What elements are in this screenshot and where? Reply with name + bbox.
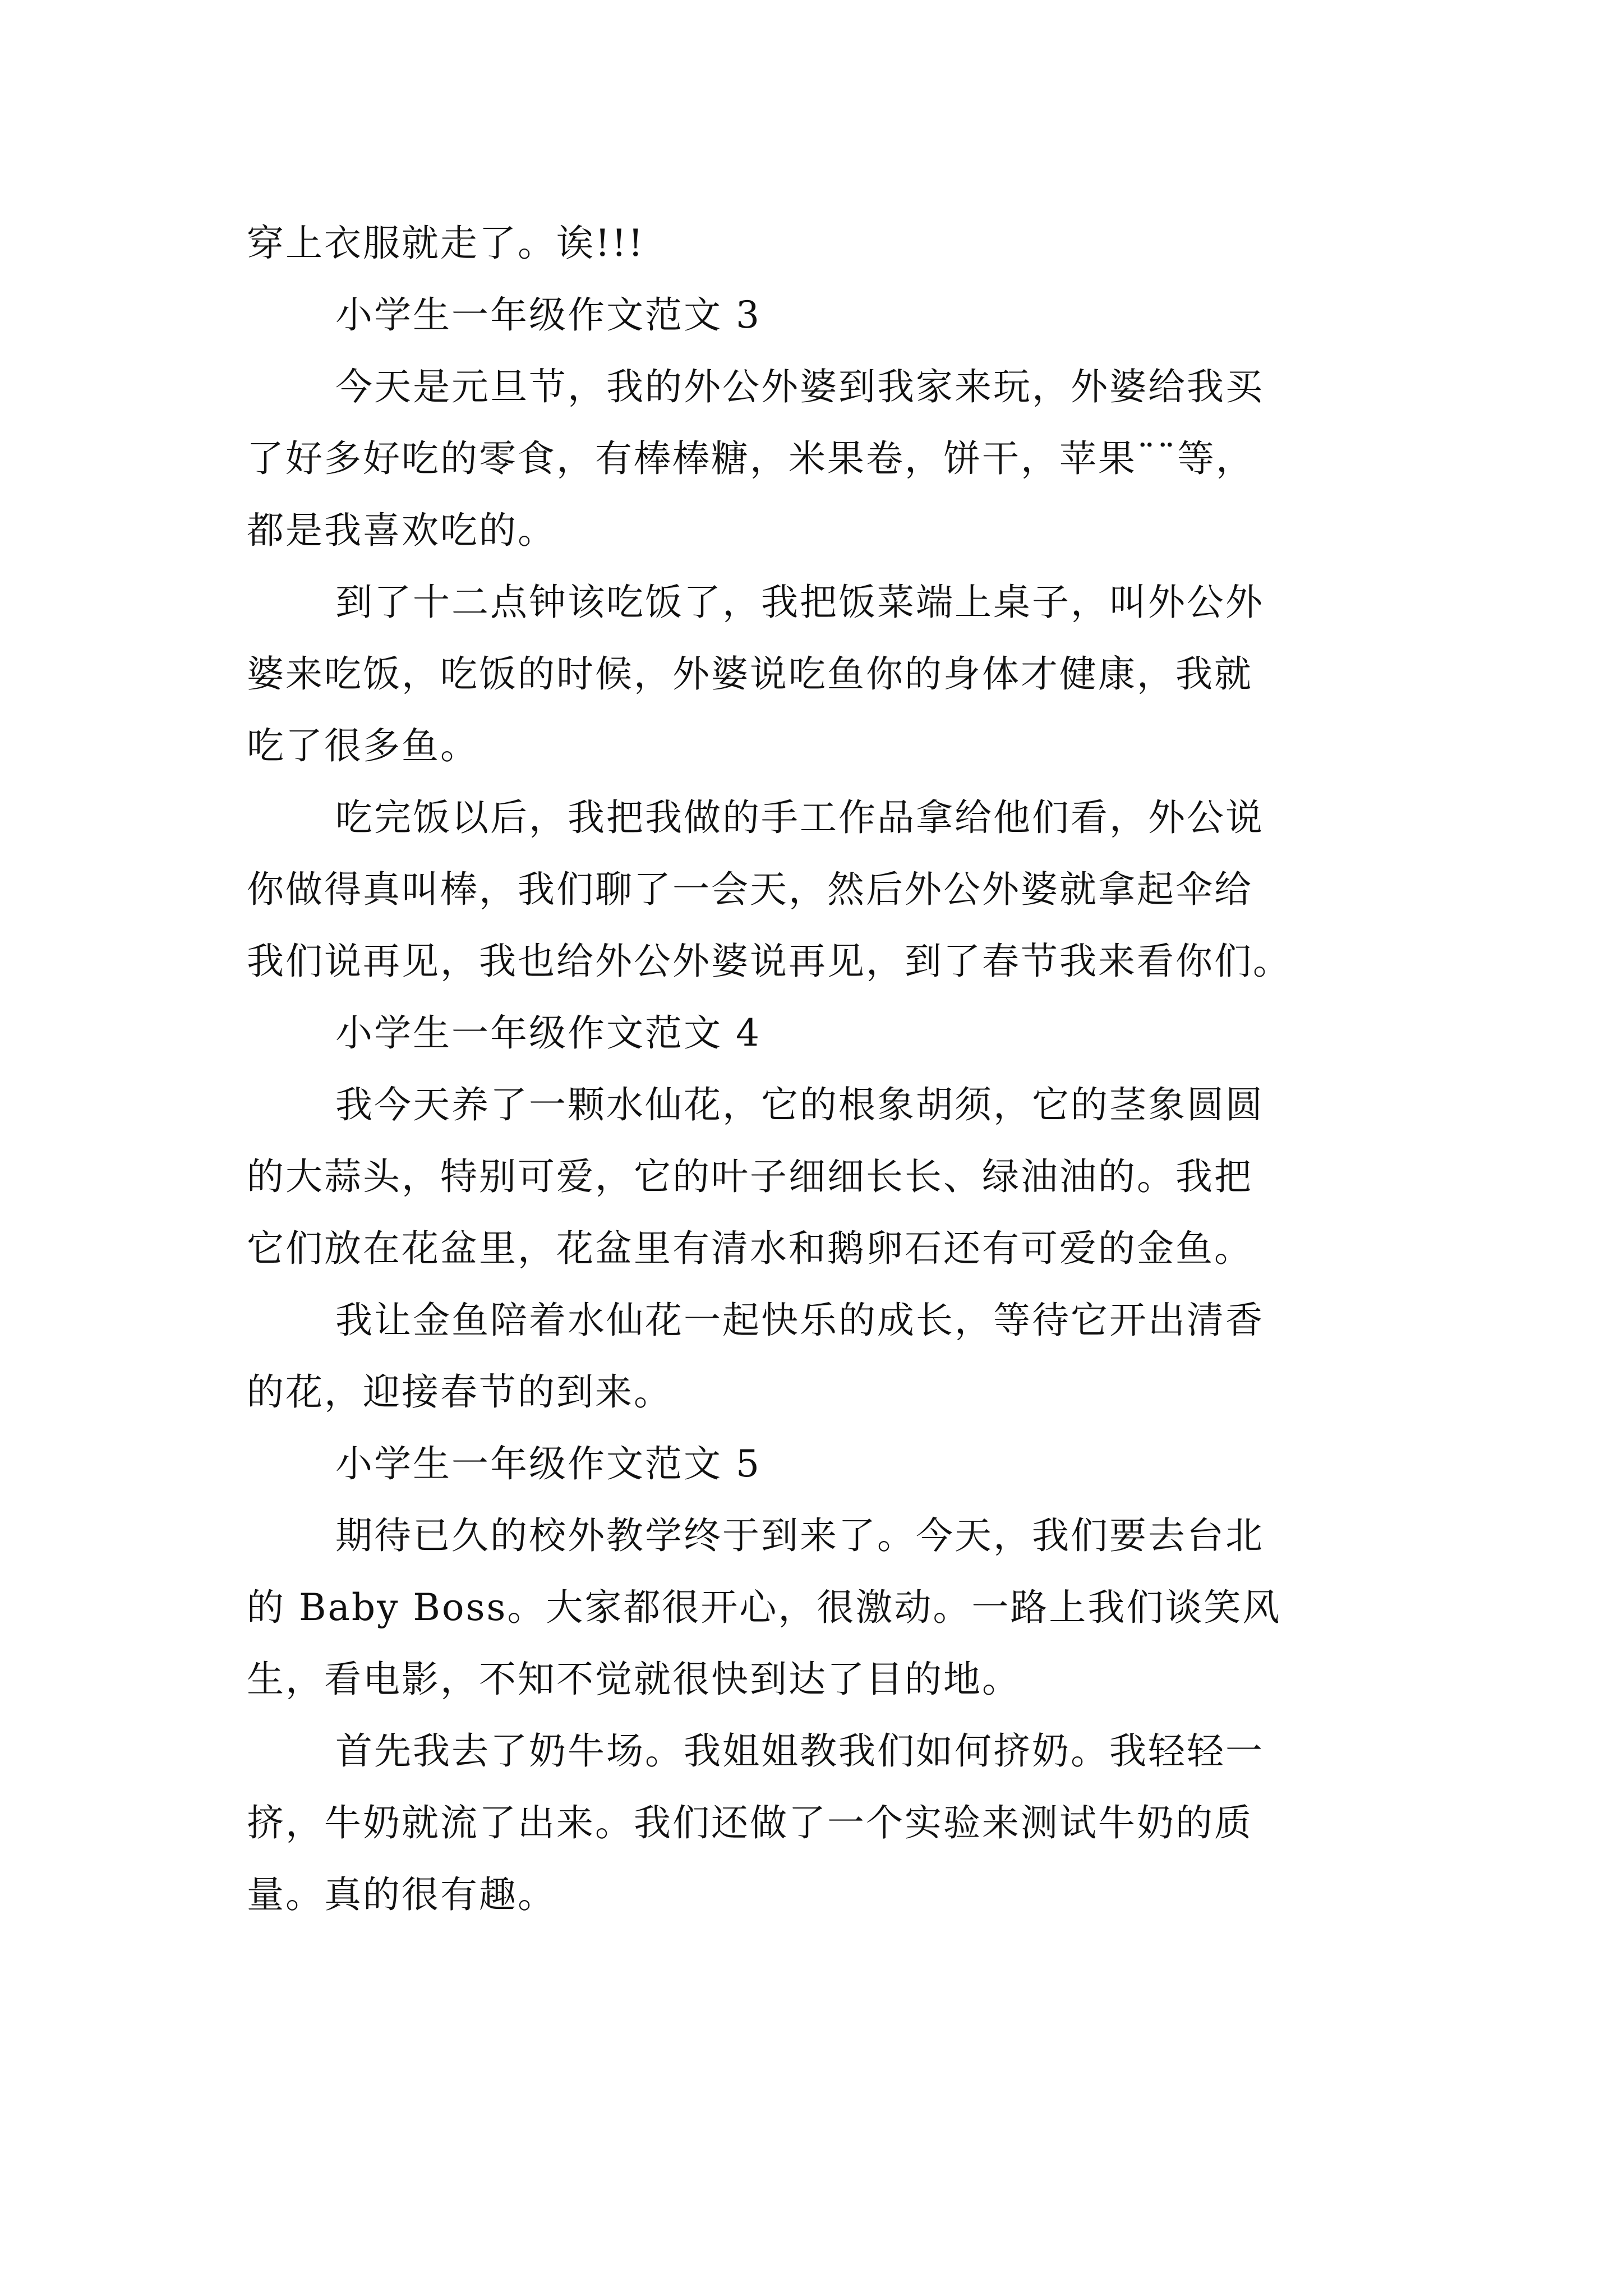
text-line-4: 了好多好吃的零食，有棒棒糖，米果卷，饼干，苹果¨¨等， (247, 437, 1255, 480)
text-line-15: 它们放在花盆里，花盆里有清水和鹅卵石还有可爱的金鱼。 (247, 1227, 1253, 1270)
text-line-10: 你做得真叫棒，我们聊了一会天，然后外公外婆就拿起伞给 (247, 868, 1253, 911)
text-line-14: 的大蒜头，特别可爱，它的叶子细细长长、绿油油的。我把 (247, 1155, 1253, 1198)
text-line-13: 我今天养了一颗水仙花，它的根象胡须，它的茎象圆圆 (335, 1083, 1264, 1126)
section-heading-4: 小学生一年级作文范文 4 (335, 1011, 761, 1055)
text-line-24: 量。真的很有趣。 (247, 1873, 556, 1916)
text-line-9: 吃完饭以后，我把我做的手工作品拿给他们看，外公说 (335, 796, 1264, 839)
text-line-6: 到了十二点钟该吃饭了，我把饭菜端上桌子，叫外公外 (335, 581, 1264, 624)
text-line-20: 的 Baby Boss。大家都很开心，很激动。一路上我们谈笑风 (247, 1586, 1281, 1629)
document-body (247, 208, 1402, 1931)
text-line-19: 期待已久的校外教学终于到来了。今天，我们要去台北 (335, 1514, 1264, 1557)
text-line-21: 生，看电影，不知不觉就很快到达了目的地。 (247, 1658, 1021, 1701)
section-heading-3: 小学生一年级作文范文 3 (335, 293, 761, 337)
text-line-16: 我让金鱼陪着水仙花一起快乐的成长，等待它开出清香 (335, 1299, 1264, 1342)
text-line-17: 的花，迎接春节的到来。 (247, 1370, 672, 1414)
text-line-7: 婆来吃饭，吃饭的时候，外婆说吃鱼你的身体才健康，我就 (247, 652, 1253, 696)
text-line-1: 穿上衣服就走了。诶!!! (247, 222, 645, 265)
text-line-11: 我们说再见，我也给外公外婆说再见，到了春节我来看你们。 (247, 940, 1292, 983)
text-line-22: 首先我去了奶牛场。我姐姐教我们如何挤奶。我轻轻一 (335, 1729, 1264, 1773)
text-line-3: 今天是元旦节，我的外公外婆到我家来玩，外婆给我买 (335, 365, 1264, 408)
text-line-5: 都是我喜欢吃的。 (247, 509, 556, 552)
text-line-23: 挤，牛奶就流了出来。我们还做了一个实验来测试牛奶的质 (247, 1801, 1253, 1844)
section-heading-5: 小学生一年级作文范文 5 (335, 1442, 761, 1485)
text-line-8: 吃了很多鱼。 (247, 724, 479, 767)
